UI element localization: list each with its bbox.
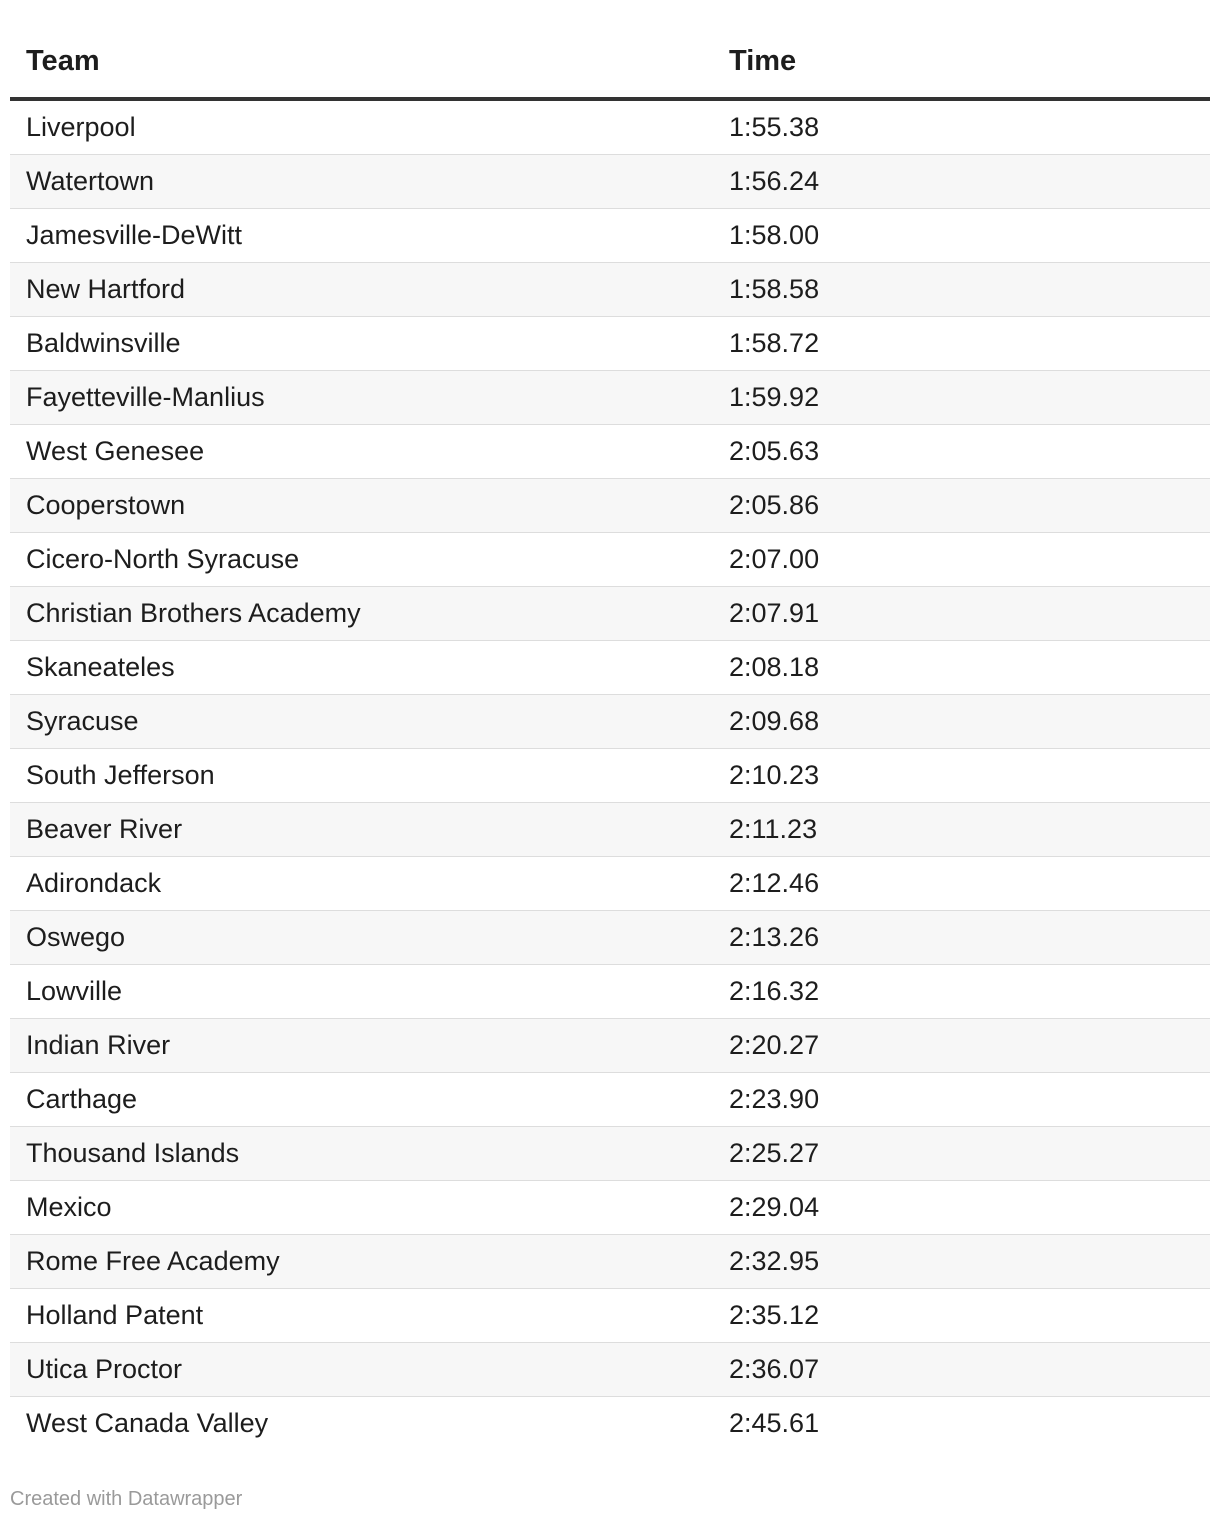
time-cell: 1:56.24	[713, 155, 1210, 209]
table-row	[10, 371, 1210, 425]
table-row	[10, 911, 1210, 965]
team-cell: Oswego	[10, 911, 713, 965]
team-cell: South Jefferson	[10, 749, 713, 803]
team-cell: Skaneateles	[10, 641, 713, 695]
table-row	[10, 1127, 1210, 1181]
results-table	[10, 26, 1210, 1450]
team-cell: Cooperstown	[10, 479, 713, 533]
table-row	[10, 209, 1210, 263]
table-row	[10, 1289, 1210, 1343]
team-cell: Beaver River	[10, 803, 713, 857]
table-row	[10, 1397, 1210, 1451]
column-header-time[interactable]: Time	[713, 26, 1210, 99]
team-cell: Adirondack	[10, 857, 713, 911]
table-row	[10, 965, 1210, 1019]
time-cell: 2:07.91	[713, 587, 1210, 641]
team-cell: Baldwinsville	[10, 317, 713, 371]
time-cell: 1:58.00	[713, 209, 1210, 263]
results-table-container	[10, 26, 1210, 1450]
header-row	[10, 26, 1210, 99]
time-cell: 2:05.86	[713, 479, 1210, 533]
table-row	[10, 1181, 1210, 1235]
table-row	[10, 749, 1210, 803]
column-header-team[interactable]: Team	[10, 26, 713, 99]
team-cell: Lowville	[10, 965, 713, 1019]
table-header	[10, 26, 1210, 99]
team-cell: Indian River	[10, 1019, 713, 1073]
team-cell: Mexico	[10, 1181, 713, 1235]
team-cell: Utica Proctor	[10, 1343, 713, 1397]
team-cell: Liverpool	[10, 99, 713, 155]
table-body	[10, 99, 1210, 1450]
team-cell: Jamesville-DeWitt	[10, 209, 713, 263]
table-row	[10, 479, 1210, 533]
table-row	[10, 587, 1210, 641]
table-row	[10, 533, 1210, 587]
team-cell: Cicero-North Syracuse	[10, 533, 713, 587]
time-cell: 2:25.27	[713, 1127, 1210, 1181]
time-cell: 1:58.58	[713, 263, 1210, 317]
time-cell: 2:29.04	[713, 1181, 1210, 1235]
team-cell: West Canada Valley	[26, 1408, 269, 1438]
time-cell: 2:20.27	[713, 1019, 1210, 1073]
team-cell: New Hartford	[10, 263, 713, 317]
team-cell: Fayetteville-Manlius	[10, 371, 713, 425]
time-cell: 2:05.63	[713, 425, 1210, 479]
team-cell: Thousand Islands	[10, 1127, 713, 1181]
team-cell: Carthage	[10, 1073, 713, 1127]
table-row	[10, 1235, 1210, 1289]
time-cell: 2:12.46	[713, 857, 1210, 911]
time-cell: 2:23.90	[713, 1073, 1210, 1127]
time-cell: 1:59.92	[713, 371, 1210, 425]
time-cell: 2:10.23	[713, 749, 1210, 803]
time-cell: 2:32.95	[713, 1235, 1210, 1289]
table-row	[10, 1073, 1210, 1127]
team-cell: Holland Patent	[10, 1289, 713, 1343]
table-row	[10, 1019, 1210, 1073]
table-row	[10, 425, 1210, 479]
time-cell: 2:09.68	[713, 695, 1210, 749]
table-row	[10, 155, 1210, 209]
team-cell: West Genesee	[10, 425, 713, 479]
time-cell: 2:16.32	[713, 965, 1210, 1019]
team-cell: Watertown	[10, 155, 713, 209]
table-row	[10, 803, 1210, 857]
time-cell: 2:11.23	[713, 803, 1210, 857]
team-cell: Rome Free Academy	[10, 1235, 713, 1289]
table-row	[10, 263, 1210, 317]
time-cell: 2:08.18	[713, 641, 1210, 695]
time-cell: 2:35.12	[713, 1289, 1210, 1343]
table-row	[10, 641, 1210, 695]
time-cell: 2:36.07	[713, 1343, 1210, 1397]
time-cell: 1:58.72	[713, 317, 1210, 371]
datawrapper-credit[interactable]: Created with Datawrapper	[10, 1488, 243, 1510]
time-cell: 2:13.26	[713, 911, 1210, 965]
team-cell: Christian Brothers Academy	[10, 587, 713, 641]
time-cell: 2:45.61	[729, 1408, 820, 1438]
team-cell: Syracuse	[10, 695, 713, 749]
table-row	[10, 857, 1210, 911]
table-row	[10, 695, 1210, 749]
time-cell: 2:07.00	[713, 533, 1210, 587]
table-row	[10, 99, 1210, 155]
table-row	[10, 317, 1210, 371]
time-cell: 1:55.38	[713, 99, 1210, 155]
table-row	[10, 1343, 1210, 1397]
